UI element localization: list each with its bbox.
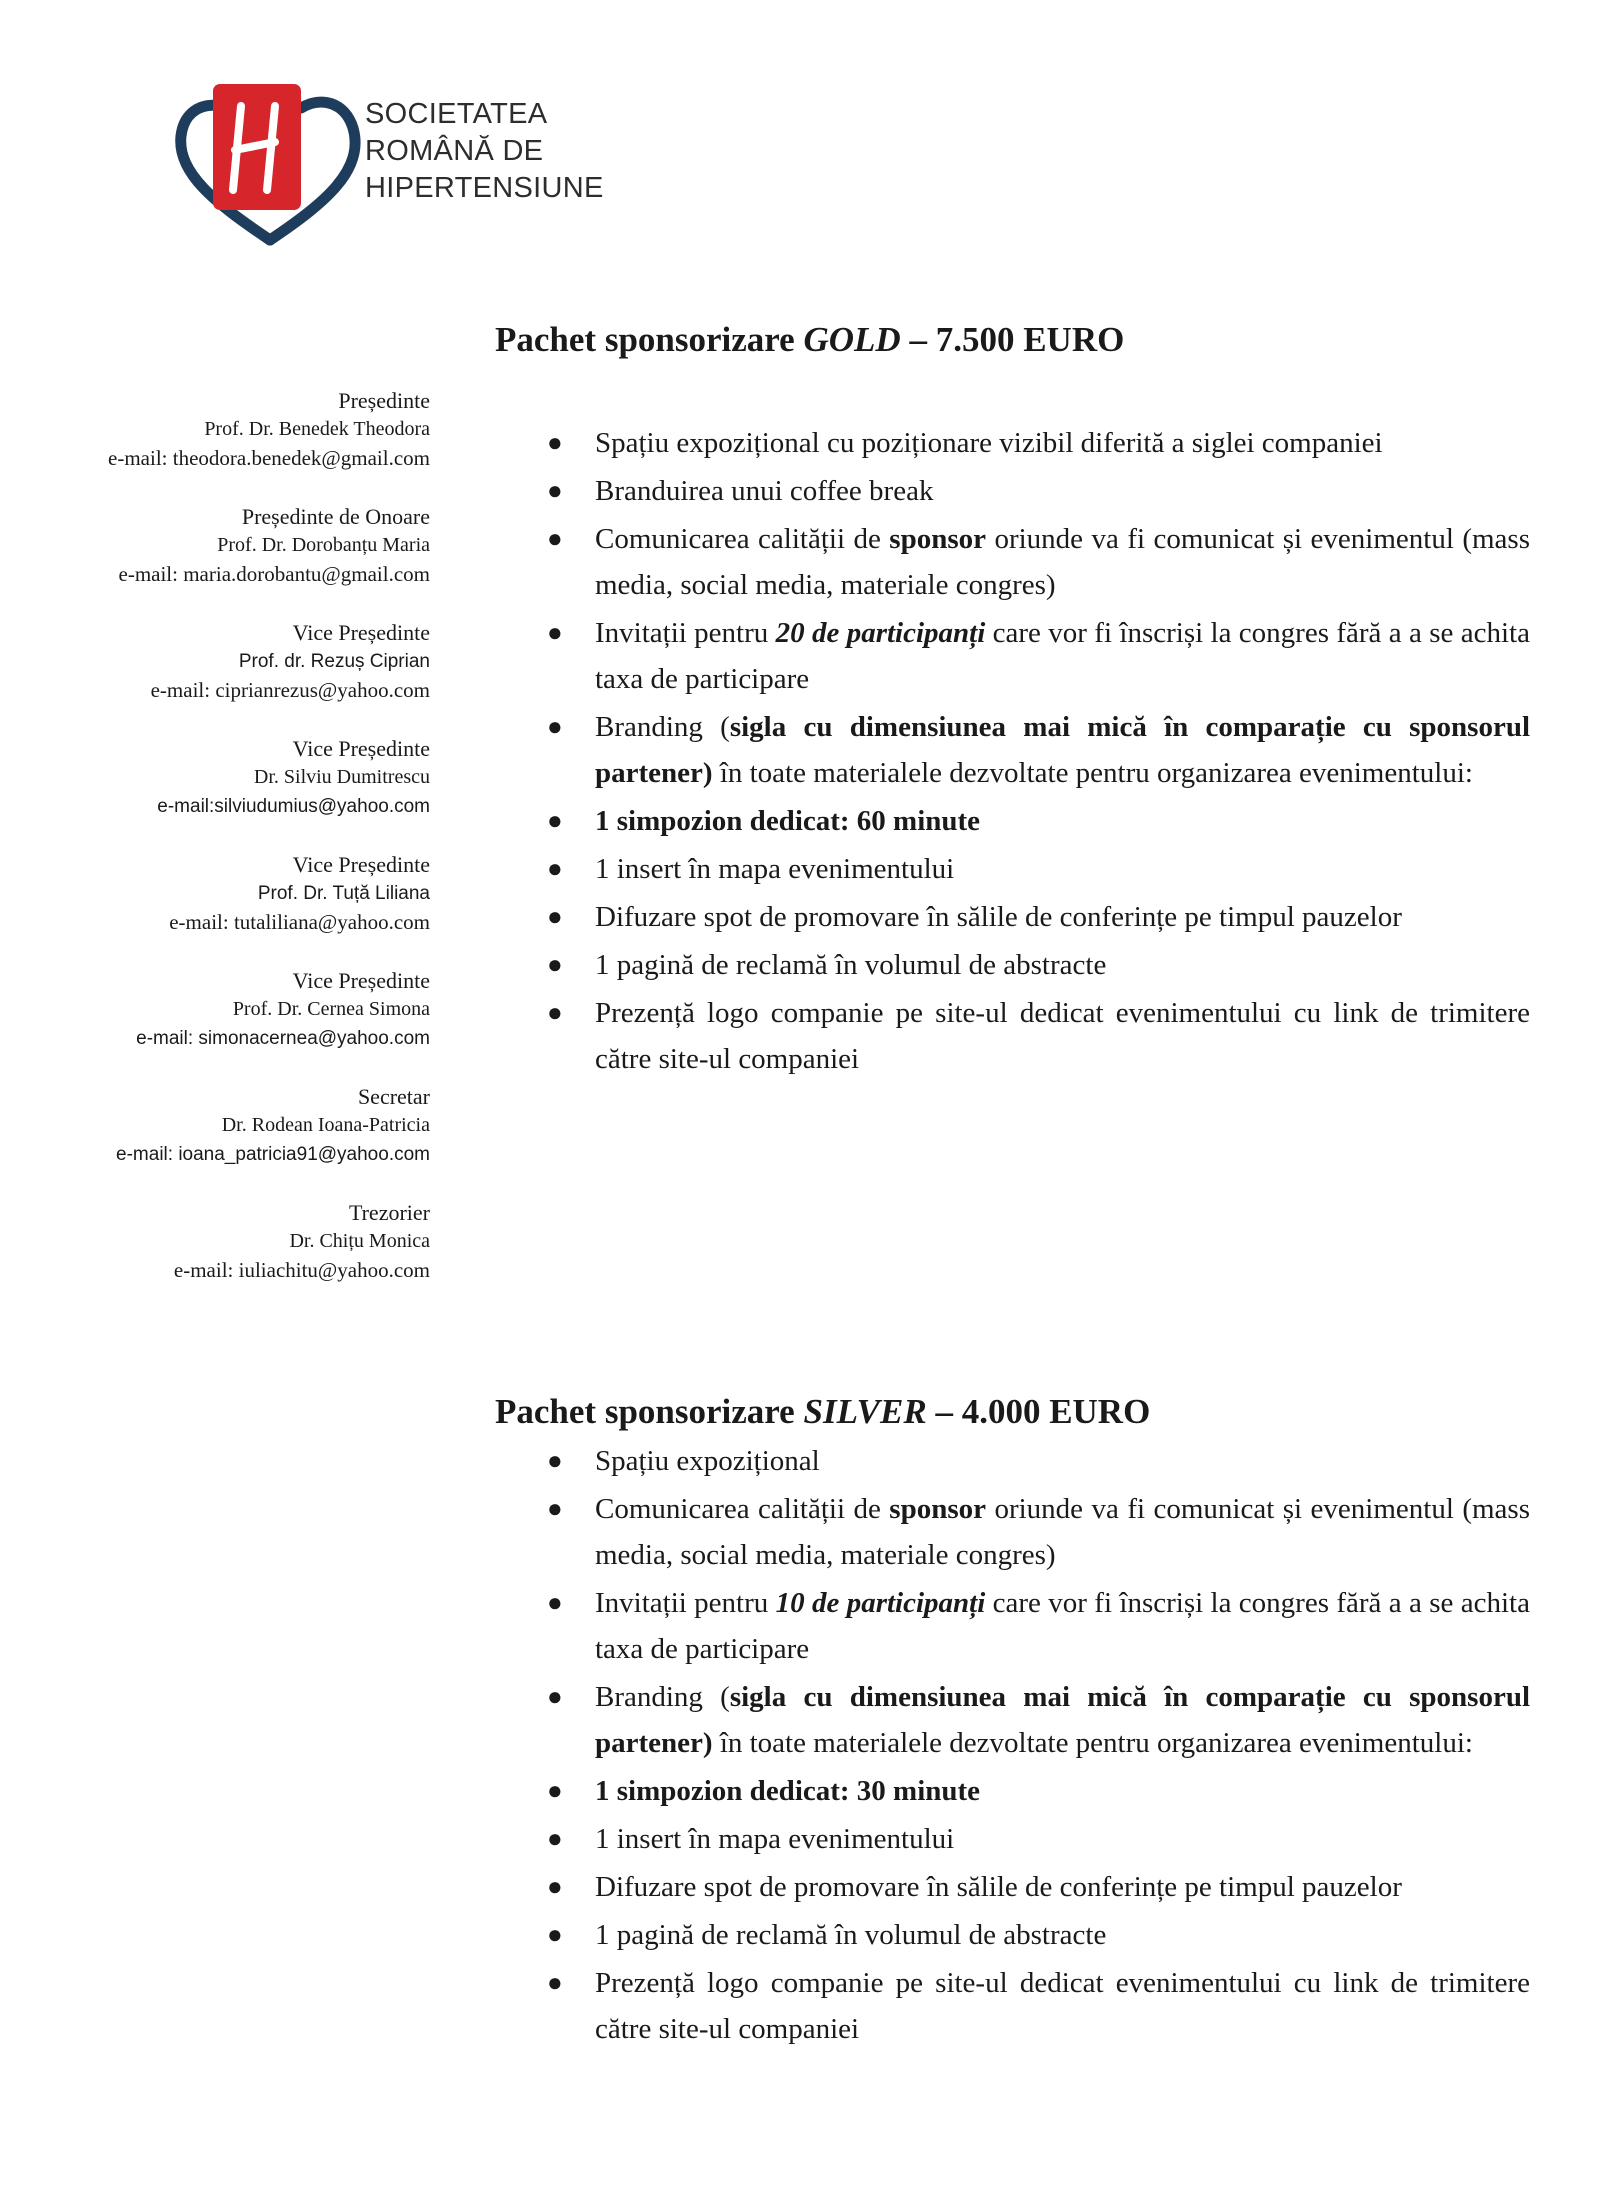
list-item: ● Spațiu expozițional cu poziționare vizibil diferită a siglei companiei (495, 420, 1530, 466)
heart-h-logo-icon (175, 78, 365, 253)
silver-benefits-list (495, 1438, 1530, 2052)
bullet-icon: ● (547, 1682, 563, 1711)
board-sidebar (30, 386, 430, 1314)
member-name: Prof. Dr. Cernea Simona (232, 998, 430, 1020)
board-member (30, 966, 430, 1053)
member-role: Vice Președinte (292, 620, 430, 645)
title-price: – 7.500 EURO (900, 320, 1125, 359)
list-item: ● Spațiu expozițional (495, 1438, 1530, 1484)
member-role: Președinte de Onoare (241, 504, 430, 529)
title-tier: SILVER (803, 1392, 927, 1431)
bullet-icon: ● (547, 1872, 563, 1901)
board-member (30, 734, 430, 821)
board-member (30, 502, 430, 589)
logo-line-1: SOCIETATEA (365, 98, 548, 130)
member-name: Prof. dr. Rezuș Ciprian (238, 651, 430, 672)
list-item: ● Difuzare spot de promovare în sălile de conferințe pe timpul pauzelor (495, 1864, 1530, 1910)
bullet-icon: ● (547, 712, 563, 741)
member-role: Vice Președinte (292, 968, 430, 993)
member-email: e-mail: tutaliliana@yahoo.com (169, 910, 430, 934)
member-email: e-mail: simonacernea@yahoo.com (136, 1028, 430, 1049)
list-item: ● Comunicarea calității de sponsor oriunde va fi comunicat și evenimentul (mass media, social media, materiale congres) (495, 516, 1530, 608)
list-item: ● Invitații pentru 10 de participanți care vor fi înscriși la congres fără a a se achita taxa de participare (495, 1580, 1530, 1672)
title-prefix: Pachet sponsorizare (495, 320, 804, 359)
gold-package-title (495, 318, 1530, 362)
board-member (30, 1198, 430, 1285)
bullet-icon: ● (547, 476, 563, 505)
bullet-icon: ● (547, 902, 563, 931)
list-item: ● Prezență logo companie pe site-ul dedicat evenimentului cu link de trimitere către site-ul companiei (495, 1960, 1530, 2052)
member-role: Vice Președinte (292, 736, 430, 761)
list-item: ● Prezență logo companie pe site-ul dedicat evenimentului cu link de trimitere către site-ul companiei (495, 990, 1530, 1082)
member-role: Președinte (338, 388, 430, 413)
member-email: e-mail: theodora.benedek@gmail.com (108, 446, 430, 470)
bullet-icon: ● (547, 1824, 563, 1853)
bullet-icon: ● (547, 1446, 563, 1475)
gold-package (495, 318, 1530, 1084)
bullet-icon: ● (547, 950, 563, 979)
bullet-icon: ● (547, 806, 563, 835)
list-item: ● 1 pagină de reclamă în volumul de abstracte (495, 942, 1530, 988)
list-item: ● Comunicarea calității de sponsor oriunde va fi comunicat și evenimentul (mass media, social media, materiale congres) (495, 1486, 1530, 1578)
list-item: ● Branding (sigla cu dimensiunea mai mică în comparație cu sponsorul partener) în toate materialele dezvoltate pentru organizarea evenimentului: (495, 1674, 1530, 1766)
member-name: Dr. Silviu Dumitrescu (253, 766, 430, 788)
bullet-icon: ● (547, 1776, 563, 1805)
member-name: Prof. Dr. Dorobanțu Maria (217, 534, 430, 556)
member-name: Dr. Chițu Monica (289, 1230, 430, 1252)
society-logo (175, 78, 604, 253)
title-prefix: Pachet sponsorizare (495, 1392, 804, 1431)
member-role: Secretar (357, 1084, 430, 1109)
list-item: ● Branding (sigla cu dimensiunea mai mică în comparație cu sponsorul partener) în toate materialele dezvoltate pentru organizarea evenimentului: (495, 704, 1530, 796)
member-email: e-mail: maria.dorobantu@gmail.com (118, 562, 430, 586)
member-name: Prof. Dr. Tuță Liliana (257, 883, 430, 904)
member-email: e-mail: ioana_patricia91@yahoo.com (116, 1144, 430, 1165)
bullet-icon: ● (547, 1494, 563, 1523)
board-member (30, 386, 430, 473)
logo-line-3: HIPERTENSIUNE (365, 172, 604, 204)
list-item: ● 1 insert în mapa evenimentului (495, 846, 1530, 892)
member-name: Prof. Dr. Benedek Theodora (204, 418, 430, 440)
bullet-icon: ● (547, 428, 563, 457)
board-member (30, 1082, 430, 1169)
bullet-icon: ● (547, 618, 563, 647)
bullet-icon: ● (547, 854, 563, 883)
list-item: ● 1 insert în mapa evenimentului (495, 1816, 1530, 1862)
bullet-icon: ● (547, 1588, 563, 1617)
bullet-icon: ● (547, 1968, 563, 1997)
member-role: Vice Președinte (292, 852, 430, 877)
list-item: ● 1 simpozion dedicat: 30 minute (495, 1768, 1530, 1814)
bullet-icon: ● (547, 998, 563, 1027)
bullet-icon: ● (547, 524, 563, 553)
member-role: Trezorier (348, 1200, 430, 1225)
gold-benefits-list (495, 420, 1530, 1082)
logo-line-2: ROMÂNĂ DE (365, 135, 544, 167)
society-name (365, 96, 604, 207)
member-email: e-mail:silviudumius@yahoo.com (157, 796, 430, 817)
silver-package-title (495, 1390, 1530, 1434)
list-item: ● 1 pagină de reclamă în volumul de abstracte (495, 1912, 1530, 1958)
board-member (30, 618, 430, 705)
board-member (30, 850, 430, 937)
member-email: e-mail: ciprianrezus@yahoo.com (150, 678, 430, 702)
list-item: ● Branduirea unui coffee break (495, 468, 1530, 514)
silver-package (495, 1390, 1530, 2054)
member-name: Dr. Rodean Ioana-Patricia (221, 1114, 430, 1136)
list-item: ● 1 simpozion dedicat: 60 minute (495, 798, 1530, 844)
title-tier: GOLD (803, 320, 901, 359)
bullet-icon: ● (547, 1920, 563, 1949)
list-item: ● Difuzare spot de promovare în sălile de conferințe pe timpul pauzelor (495, 894, 1530, 940)
list-item: ● Invitații pentru 20 de participanți care vor fi înscriși la congres fără a a se achita taxa de participare (495, 610, 1530, 702)
title-price: – 4.000 EURO (926, 1392, 1151, 1431)
member-email: e-mail: iuliachitu@yahoo.com (173, 1258, 430, 1282)
